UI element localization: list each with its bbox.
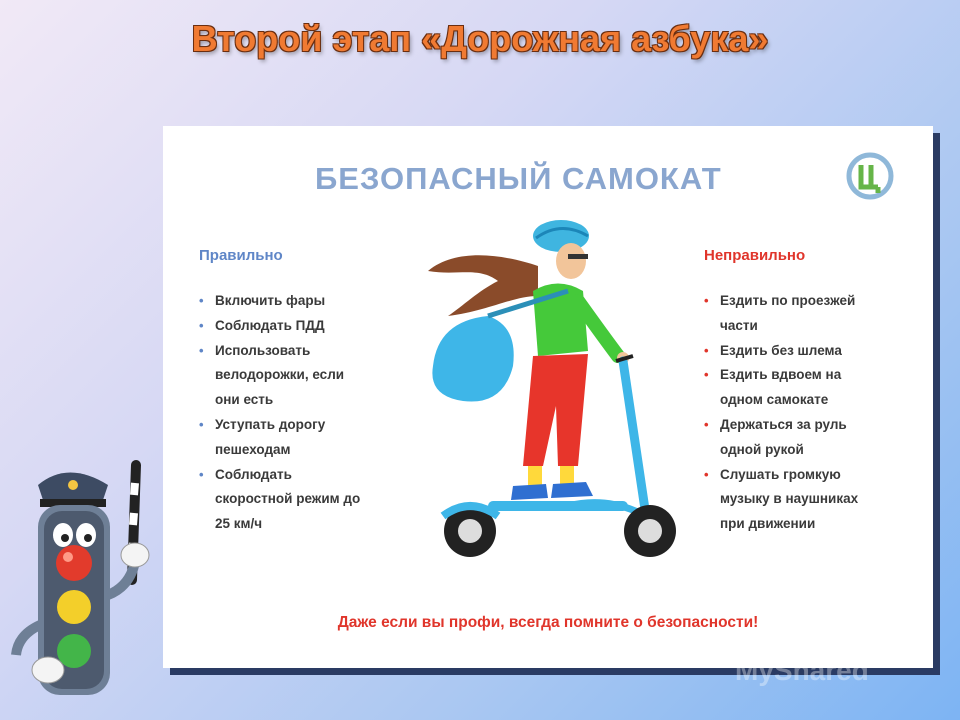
correct-list [199,289,369,537]
scooter-rider-illustration [418,216,698,601]
list-item: • Слушать громкую музыку в наушниках при движении [704,463,884,537]
incorrect-list [704,289,884,537]
poster-logo-icon [845,151,895,201]
list-item: • Ездить по проезжей части [704,289,884,339]
poster-heading: БЕЗОПАСНЫЙ САМОКАТ [315,161,722,196]
list-item: • Уступать дорогу пешеходам [199,413,369,463]
list-item: • Соблюдать скоростной режим до 25 км/ч [199,463,369,537]
list-item: • Ездить без шлема [704,339,884,364]
traffic-light-mascot [8,455,178,705]
list-item: • Держаться за руль одной рукой [704,413,884,463]
list-item: • Использовать велодорожки, если они есть [199,339,369,413]
list-item: • Включить фары [199,289,369,314]
incorrect-heading: Неправильно [704,247,806,264]
list-item: • Соблюдать ПДД [199,314,369,339]
watermark: MyShared [735,655,869,686]
safety-footer-note: Даже если вы профи, всегда помните о безопасности! [337,614,759,631]
list-item: • Ездить вдвоем на одном самокате [704,363,884,413]
correct-heading: Правильно [199,247,283,264]
slide-title: Второй этап «Дорожная азбука» [191,18,769,59]
poster-card [163,126,933,668]
